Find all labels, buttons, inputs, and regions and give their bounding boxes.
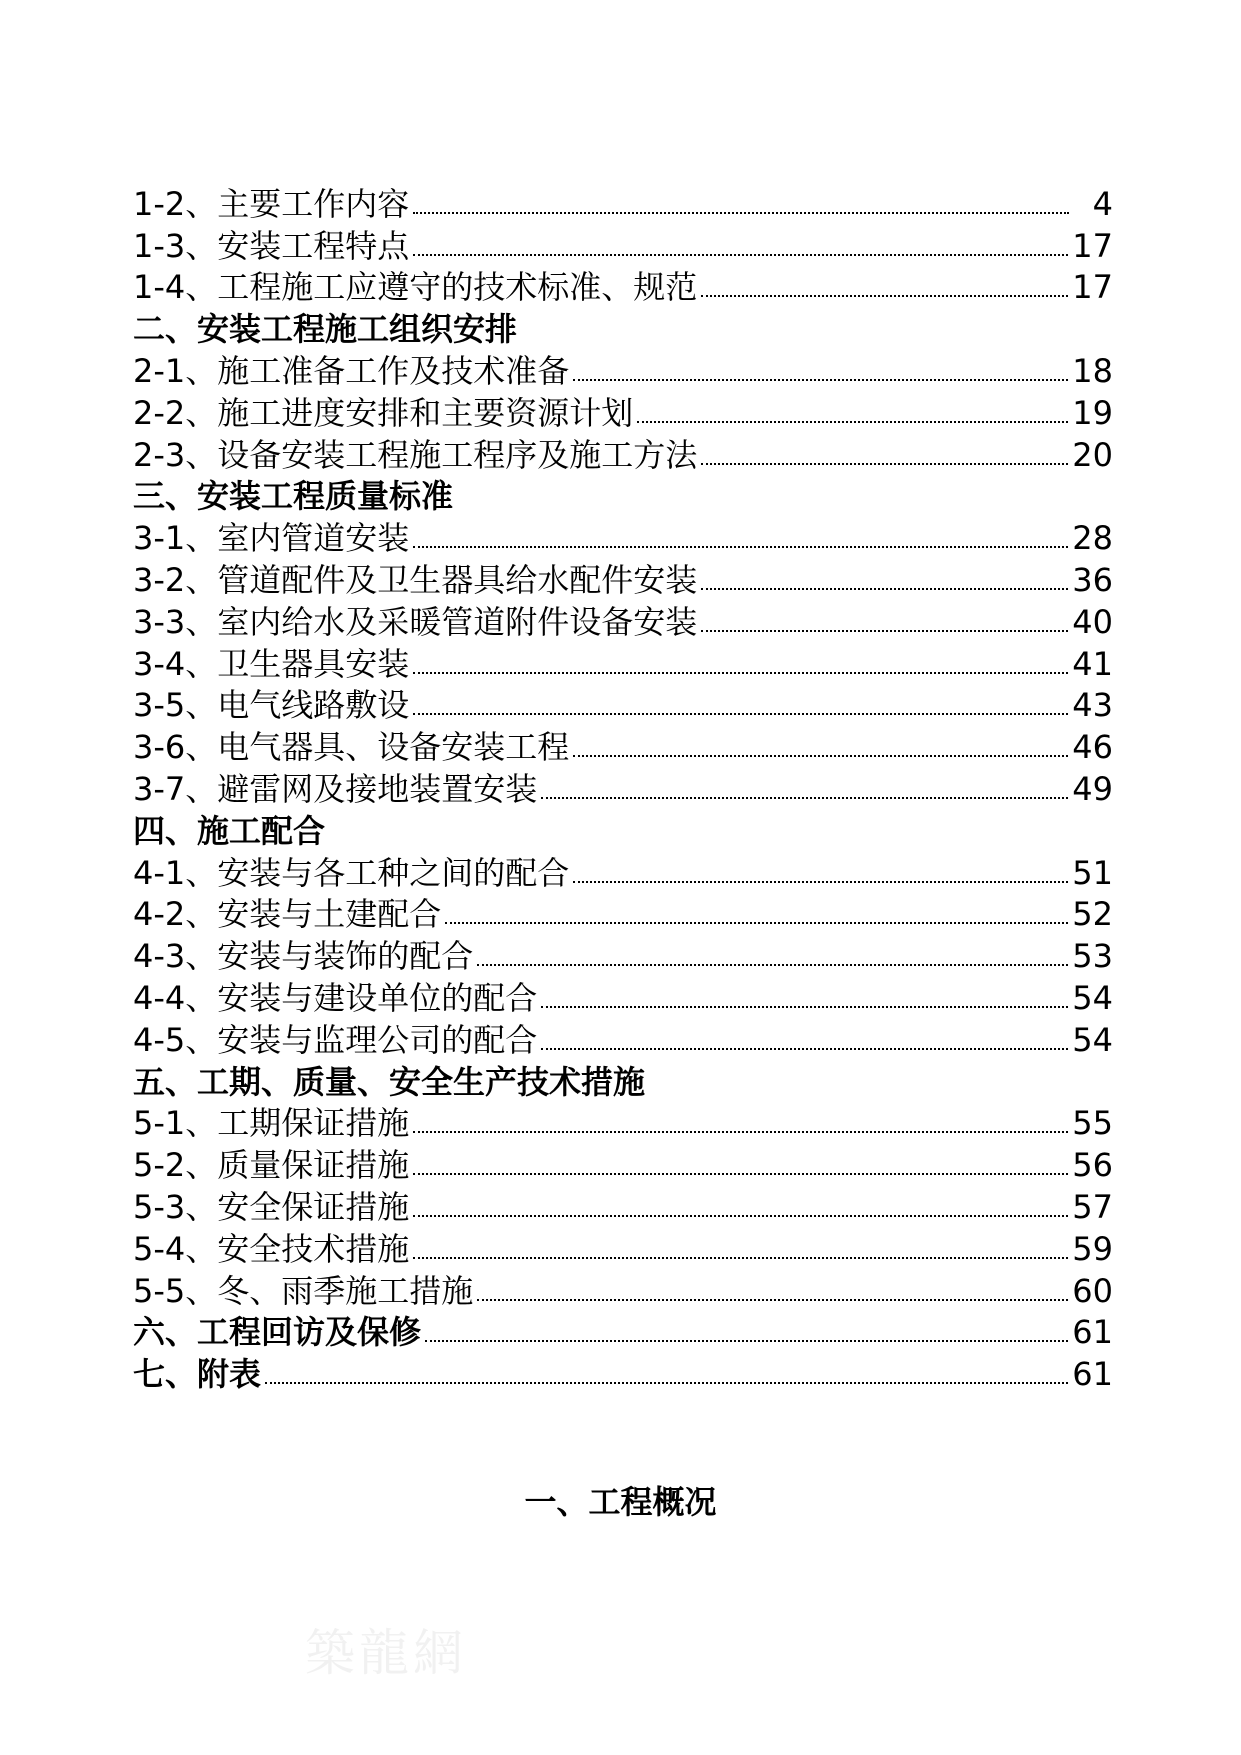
toc-entry-label: 二、安装工程施工组织安排 — [133, 310, 518, 349]
toc-page-number: 51 — [1072, 853, 1113, 892]
toc-page-number: 59 — [1072, 1229, 1113, 1268]
dot-leader — [413, 713, 1068, 715]
dot-leader — [701, 463, 1068, 465]
toc-page-number: 52 — [1072, 895, 1113, 934]
dot-leader — [413, 672, 1068, 674]
toc-entry-label: 1-4、工程施工应遵守的技术标准、规范 — [133, 268, 698, 307]
dot-leader — [701, 295, 1068, 297]
toc-entry-label: 3-6、电气器具、设备安装工程 — [133, 728, 570, 767]
toc-page-number: 60 — [1072, 1271, 1113, 1310]
toc-entry[interactable] — [133, 596, 1113, 641]
toc-entry-label: 3-2、管道配件及卫生器具给水配件安装 — [133, 560, 698, 599]
toc-heading[interactable] — [133, 1056, 1113, 1101]
toc-page-number: 46 — [1072, 728, 1113, 767]
toc-page-number: 28 — [1072, 519, 1113, 558]
toc-entry[interactable] — [133, 638, 1113, 683]
toc-page-number: 53 — [1072, 937, 1113, 976]
dot-leader — [413, 1173, 1068, 1175]
toc-entry[interactable] — [133, 889, 1113, 934]
toc-page-number: 36 — [1072, 560, 1113, 599]
toc-entry-label: 1-2、主要工作内容 — [133, 184, 410, 223]
toc-heading[interactable] — [133, 805, 1113, 850]
toc-entry[interactable] — [133, 345, 1113, 390]
table-of-contents — [133, 178, 1113, 1394]
toc-page-number: 17 — [1072, 268, 1113, 307]
toc-entry[interactable] — [133, 721, 1113, 767]
toc-entry[interactable] — [133, 1223, 1113, 1268]
toc-entry-label: 2-1、施工准备工作及技术准备 — [133, 351, 570, 390]
toc-entry[interactable] — [133, 680, 1113, 725]
toc-page-number: 20 — [1072, 435, 1113, 474]
dot-leader — [413, 1257, 1068, 1259]
toc-entry[interactable] — [133, 512, 1113, 558]
dot-leader — [477, 1299, 1068, 1301]
toc-page-number: 55 — [1072, 1104, 1113, 1143]
toc-entry-label: 六、工程回访及保修 — [133, 1313, 422, 1352]
dot-leader — [573, 755, 1068, 757]
toc-entry[interactable] — [133, 554, 1113, 599]
dot-leader — [445, 922, 1068, 924]
toc-heading[interactable] — [133, 1307, 1113, 1352]
toc-entry-label: 2-3、设备安装工程施工程序及施工方法 — [133, 435, 698, 474]
toc-page-number: 56 — [1072, 1146, 1113, 1185]
dot-leader — [541, 1006, 1068, 1008]
toc-entry-label: 5-2、质量保证措施 — [133, 1146, 410, 1185]
dot-leader — [637, 421, 1068, 423]
toc-page-number: 54 — [1072, 1020, 1113, 1059]
toc-entry[interactable] — [133, 429, 1113, 474]
toc-entry-label: 4-1、安装与各工种之间的配合 — [133, 853, 570, 892]
toc-entry[interactable] — [133, 763, 1113, 808]
toc-entry[interactable] — [133, 1098, 1113, 1143]
toc-entry-label: 五、工期、质量、安全生产技术措施 — [133, 1062, 646, 1101]
toc-entry-label: 5-5、冬、雨季施工措施 — [133, 1271, 474, 1310]
toc-entry-label: 5-1、工期保证措施 — [133, 1104, 410, 1143]
toc-entry[interactable] — [133, 1139, 1113, 1185]
toc-entry-label: 4-4、安装与建设单位的配合 — [133, 978, 538, 1017]
toc-page-number: 61 — [1072, 1313, 1113, 1352]
toc-entry[interactable] — [133, 1265, 1113, 1310]
dot-leader — [413, 254, 1068, 256]
toc-page-number: 17 — [1072, 226, 1113, 265]
toc-heading[interactable] — [133, 303, 1113, 349]
watermark: 築龍網 — [305, 1624, 467, 1682]
toc-entry-label: 三、安装工程质量标准 — [133, 477, 454, 516]
toc-page-number: 41 — [1072, 644, 1113, 683]
toc-entry-label: 七、附表 — [133, 1355, 262, 1394]
toc-page-number: 61 — [1072, 1355, 1113, 1394]
section-title: 一、工程概况 — [524, 1483, 717, 1521]
toc-entry[interactable] — [133, 847, 1113, 892]
dot-leader — [413, 546, 1068, 548]
toc-entry[interactable] — [133, 930, 1113, 976]
toc-page-number: 49 — [1072, 769, 1113, 808]
toc-page-number: 40 — [1072, 602, 1113, 641]
toc-page-number: 19 — [1072, 393, 1113, 432]
dot-leader — [541, 1048, 1068, 1050]
dot-leader — [413, 212, 1069, 214]
toc-entry-label: 3-3、室内给水及采暖管道附件设备安装 — [133, 602, 698, 641]
toc-entry-label: 3-1、室内管道安装 — [133, 519, 410, 558]
dot-leader — [413, 1215, 1068, 1217]
dot-leader — [541, 797, 1068, 799]
toc-entry-label: 4-5、安装与监理公司的配合 — [133, 1020, 538, 1059]
toc-page-number: 54 — [1072, 978, 1113, 1017]
dot-leader — [573, 881, 1068, 883]
toc-entry-label: 2-2、施工进度安排和主要资源计划 — [133, 393, 634, 432]
toc-entry[interactable] — [133, 262, 1113, 307]
toc-page-number: 57 — [1072, 1187, 1113, 1226]
toc-entry[interactable] — [133, 178, 1113, 223]
dot-leader — [701, 588, 1068, 590]
toc-page-number: 4 — [1092, 184, 1113, 223]
toc-entry-label: 5-4、安全技术措施 — [133, 1229, 410, 1268]
toc-entry[interactable] — [133, 1181, 1113, 1226]
dot-leader — [477, 964, 1068, 966]
dot-leader — [573, 379, 1068, 381]
toc-entry[interactable] — [133, 1014, 1113, 1059]
toc-page-number: 43 — [1072, 686, 1113, 725]
toc-heading[interactable] — [133, 1348, 1113, 1394]
toc-entry[interactable] — [133, 972, 1113, 1017]
toc-page-number: 18 — [1072, 351, 1113, 390]
toc-entry-label: 1-3、安装工程特点 — [133, 226, 410, 265]
toc-entry-label: 4-3、安装与装饰的配合 — [133, 937, 474, 976]
toc-heading[interactable] — [133, 471, 1113, 516]
toc-entry[interactable] — [133, 387, 1113, 432]
toc-entry-label: 3-7、避雷网及接地装置安装 — [133, 769, 538, 808]
toc-entry-label: 3-5、电气线路敷设 — [133, 686, 410, 725]
toc-entry-label: 四、施工配合 — [133, 811, 326, 850]
toc-entry-label: 4-2、安装与土建配合 — [133, 895, 442, 934]
toc-entry-label: 5-3、安全保证措施 — [133, 1187, 410, 1226]
dot-leader — [701, 630, 1068, 632]
toc-entry-label: 3-4、卫生器具安装 — [133, 644, 410, 683]
dot-leader — [413, 1131, 1068, 1133]
dot-leader — [265, 1382, 1068, 1384]
toc-entry[interactable] — [133, 220, 1113, 265]
dot-leader — [425, 1340, 1068, 1342]
